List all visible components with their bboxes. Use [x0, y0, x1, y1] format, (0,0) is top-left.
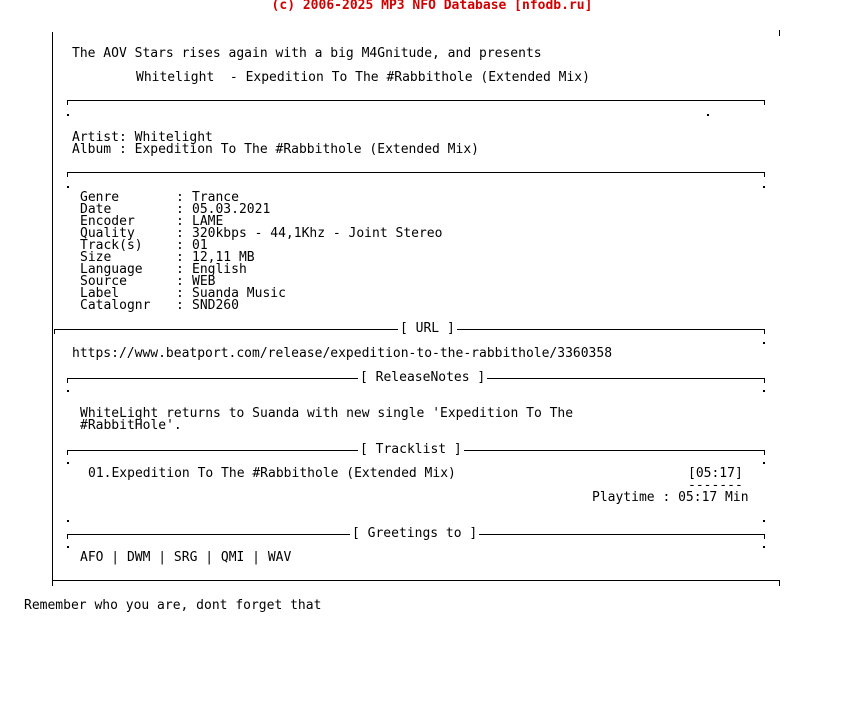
separator-tick	[764, 534, 765, 539]
info-separator: :	[176, 274, 184, 289]
site-banner: (c) 2006-2025 MP3 NFO Database [nfodb.ru]	[271, 0, 593, 13]
separator-2	[67, 172, 765, 173]
separator-tick	[67, 100, 68, 105]
info-value: Trance	[192, 190, 239, 205]
separator-tick	[764, 378, 765, 383]
info-value: SND260	[192, 298, 239, 313]
separator-dot	[67, 462, 69, 464]
separator-tick	[54, 329, 55, 334]
info-separator: :	[176, 190, 184, 205]
info-value: 12,11 MB	[192, 250, 255, 265]
track-duration: [05:17]	[688, 466, 743, 481]
separator-tick	[67, 450, 68, 455]
artist-line: Artist: Whitelight	[72, 130, 213, 145]
separator-dot	[67, 390, 69, 392]
separator-dot	[763, 186, 765, 188]
info-separator: :	[176, 298, 184, 313]
info-value: 01	[192, 238, 208, 253]
intro-line-1: The AOV Stars rises again with a big M4Gnitude, and presents	[72, 46, 542, 61]
duration-underline: -------	[688, 478, 743, 493]
info-value: 05.03.2021	[192, 202, 271, 217]
separator-dot	[707, 114, 709, 116]
separator-dot	[67, 114, 69, 116]
info-label: Size	[80, 250, 112, 265]
info-label: Genre	[80, 190, 120, 205]
frame-bottom	[52, 580, 780, 581]
separator-tick	[764, 100, 765, 105]
separator-tick	[67, 534, 68, 539]
intro-line-2: Whitelight - Expedition To The #Rabbithole (Extended Mix)	[136, 70, 590, 85]
info-separator: :	[176, 286, 184, 301]
separator-tick	[67, 172, 68, 177]
info-label: Track(s)	[80, 238, 143, 253]
info-label: Date	[80, 202, 112, 217]
info-label: Source	[80, 274, 127, 289]
release-url[interactable]: https://www.beatport.com/release/expedition-to-the-rabbithole/3360358	[72, 346, 613, 361]
info-separator: :	[176, 202, 184, 217]
notes-section-title: [ ReleaseNotes ]	[360, 370, 486, 385]
info-value: Suanda Music	[192, 286, 286, 301]
album-line: Album : Expedition To The #Rabbithole (Extended Mix)	[72, 142, 479, 157]
separator-tick	[764, 329, 765, 334]
info-label: Quality	[80, 226, 135, 241]
separator-dot	[763, 546, 765, 548]
frame-left	[52, 32, 53, 586]
url-section-title: [ URL ]	[400, 321, 455, 336]
notes-line-1: WhiteLight returns to Suanda with new single 'Expedition To The	[80, 406, 574, 421]
separator-tick	[764, 450, 765, 455]
info-value: LAME	[192, 214, 224, 229]
total-playtime: Playtime : 05:17 Min	[592, 490, 749, 505]
info-label: Label	[80, 286, 120, 301]
info-label: Language	[80, 262, 143, 277]
separator-dot	[763, 520, 765, 522]
separator-dot	[763, 342, 765, 344]
info-label: Encoder	[80, 214, 135, 229]
info-value: English	[192, 262, 247, 277]
separator-dot	[67, 186, 69, 188]
footer-text: Remember who you are, dont forget that	[24, 598, 322, 613]
info-separator: :	[176, 238, 184, 253]
info-separator: :	[176, 214, 184, 229]
separator-tick	[67, 378, 68, 383]
greetings-groups: AFO | DWM | SRG | QMI | WAV	[80, 550, 292, 565]
notes-line-2: #RabbitHole'.	[80, 418, 182, 433]
info-separator: :	[176, 226, 184, 241]
track-title: 01.Expedition To The #Rabbithole (Extended Mix)	[88, 466, 456, 481]
separator-tick	[764, 172, 765, 177]
separator-dot	[67, 520, 69, 522]
separator-dot	[763, 462, 765, 464]
separator-dot	[763, 390, 765, 392]
info-value: 320kbps - 44,1Khz - Joint Stereo	[192, 226, 443, 241]
info-label: Catalognr	[80, 298, 151, 313]
frame-right	[779, 30, 780, 36]
info-separator: :	[176, 250, 184, 265]
separator-1	[67, 100, 765, 101]
greetings-section-title: [ Greetings to ]	[352, 526, 478, 541]
info-separator: :	[176, 262, 184, 277]
separator-dot	[67, 546, 69, 548]
tracklist-section-title: [ Tracklist ]	[360, 442, 462, 457]
info-value: WEB	[192, 274, 216, 289]
